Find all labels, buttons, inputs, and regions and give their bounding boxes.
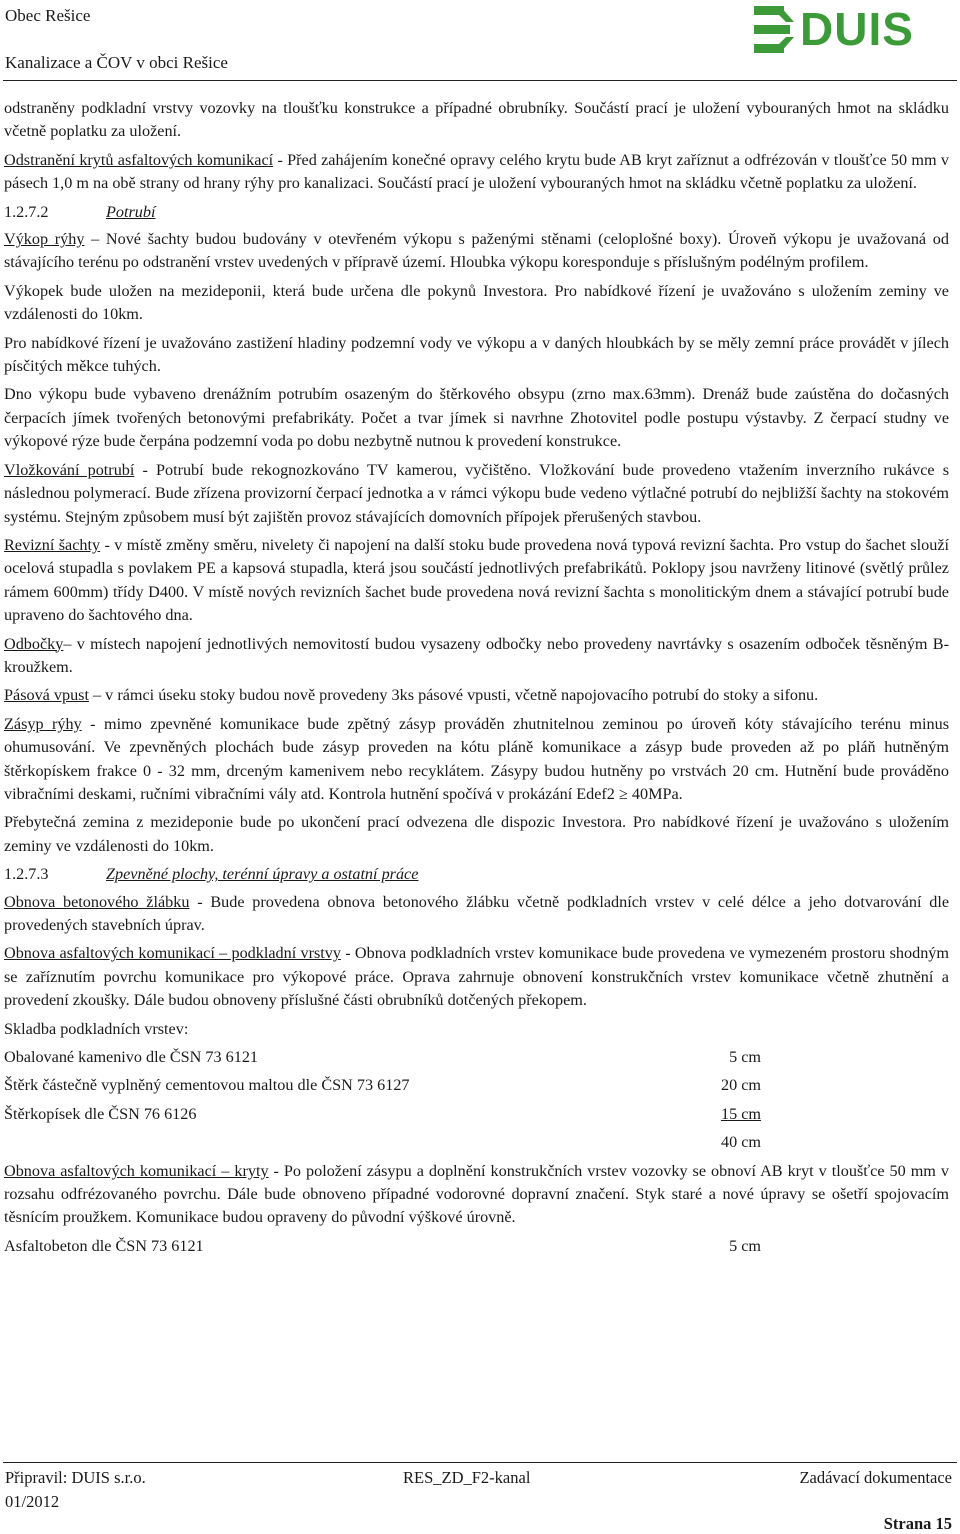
paragraph-text: – v místech napojení jednotlivých nemovitostí budou vysazeny odbočky nebo provedeny navrtávky s osazením odboček těsněným B-kroužkem. (4, 634, 949, 676)
paragraph-heading: Pásová vpust (4, 686, 89, 705)
paragraph (4, 228, 949, 275)
footer-prepared: Připravil: DUIS s.r.o. (5, 1468, 146, 1487)
asphalt-row (4, 1235, 949, 1258)
paragraph-heading: Odstranění krytů asfaltových komunikací (4, 150, 274, 169)
layer-name: Štěrk částečně vyplněný cementovou maltou dle ČSN 73 6127 (4, 1076, 410, 1095)
duis-logo-text: DUIS (800, 3, 914, 55)
paragraph-heading: Revizní šachty (4, 535, 101, 554)
paragraph-text: - mimo zpevněné komunikace bude zpětný zásyp prováděn zhutnitelnou zeminou po úroveň kóty stávajícího terénu minus ohumusování. Ve zpevněných plochách bude zásyp proveden na kótu pláně komunikace a zásyp bude proveden až po pláň hutněným štěrkopískem frakce 0 - 32 mm, drceným kamenivem nebo recyklátem. Zásypy budou hutněny po vrstvách 20 cm. Hutnění bude prováděno vibračními deskami, ručními vibračními vály atd. Kontrola hutnění spočívá v prokázání Edef2 ≥ 40MPa. (4, 714, 950, 803)
paragraph-text: - Bude provedena obnova betonového žlábku včetně podkladních vrstev v celé délce a jeho dotvarování dle provedených stavebních úprav. (4, 892, 950, 934)
header-divider (3, 80, 957, 81)
paragraph-text: - Potrubí bude rekognozkováno TV kamerou, vyčištěno. Vložkování bude provedeno vtažením inverzního rukávce s následnou polymerací. Bude zřízena provizorní čerpací jednotka a v rámci výkopu bude vedeno výtlačné potrubí do nejbližší šachty na stokovém systému. Stejným způsobem musí být zajištěn provoz stávajících domovních přípojek přerušených stavbou. (4, 460, 949, 526)
paragraph (4, 633, 949, 680)
section-heading (4, 201, 949, 224)
section-title: Zpevněné plochy, terénní úpravy a ostatní práce (106, 865, 419, 884)
section-number: 1.2.7.2 (4, 202, 49, 221)
asphalt-value: 5 cm (729, 1236, 761, 1255)
paragraph: Dno výkopu bude vybaveno drenážním potrubím osazeným do štěrkového obsypu (zrno max.63mm). Drenáž bude zaústěna do dočasných čerpacích jímek tvořených betonovými prefabrikáty. Počet a tvar jímek si navrhne Zhotovitel podle postupu výstavby. Z čerpací studny ve výkopové rýze bude čerpána podzemní voda po dobu nezbytně nutnou k provedení konstrukce. (4, 385, 949, 451)
layer-value: 5 cm (729, 1048, 761, 1067)
paragraph: Pro nabídkové řízení je uvažováno zastižení hladiny podzemní vody ve výkopu a v daných hloubkách by se měly zemní práce provádět v jílech písčitých měkce tuhých. (4, 333, 949, 376)
paragraph (4, 1160, 949, 1230)
paragraph (4, 534, 949, 628)
page-number: Strana 15 (883, 1514, 952, 1533)
section-heading (4, 863, 949, 886)
section-number: 1.2.7.3 (4, 865, 49, 884)
paragraph-heading: Obnova asfaltových komunikací – podkladní vrstvy (4, 944, 341, 963)
paragraph: odstraněny podkladní vrstvy vozovky na tloušťku konstrukce a případné obrubníky. Součástí prací je uložení vybouraných hmot na skládku včetně poplatku za uložení. (4, 99, 949, 141)
layers-total: 40 cm (720, 1133, 761, 1152)
layer-row (4, 1074, 949, 1097)
duis-logo-mark-icon (752, 2, 800, 58)
layer-row (4, 1046, 949, 1069)
paragraph (4, 891, 949, 938)
paragraph (4, 149, 949, 196)
layer-name: Obalované kamenivo dle ČSN 73 6121 (4, 1048, 259, 1067)
layer-row (4, 1103, 949, 1126)
footer-date: 01/2012 (5, 1492, 60, 1511)
document-body (4, 97, 949, 1263)
paragraph-text: - v místě změny směru, nivelety či napojení na další stoku bude provedena nová typová revizní šachta. Pro vstup do šachet slouží ocelová stupadla s povlakem PE a kapsová stupadla, která jsou součástí jednotlivých prefabrikátů. Poklopy jsou navrženy litinové (světlý průlez rámem 600mm) třídy D400. V místě nových revizních šachet bude provedena nová revizní šachta s monolitickým dnem a stávající potrubí bude upraveno do šachtového dna. (4, 535, 949, 625)
paragraph-text: – v rámci úseku stoky budou nově provedeny 3ks pásové vpusti, včetně napojovacího potrubí do stoky a sifonu. (88, 686, 819, 705)
paragraph-heading: Zásyp rýhy (4, 714, 82, 733)
footer-doc-type: Zadávací dokumentace (799, 1468, 952, 1487)
paragraph-heading: Obnova asfaltových komunikací – kryty (4, 1161, 269, 1180)
section-title: Potrubí (106, 202, 156, 221)
paragraph-text: - Obnova podkladních vrstev komunikace bude provedena ve vymezeném prostoru shodným se zaříznutím povrchu komunikace pro výkopové práce. Oprava zahrnuje obnovení konstrukčních vrstev komunikace včetně zhutnění a provedení zkoušky. Dále budou obnoveny příslušné části obrubníků dotčených překopem. (4, 944, 949, 1010)
paragraph-heading: Odbočky (4, 634, 64, 653)
layer-value: 20 cm (720, 1076, 761, 1095)
footer-code: RES_ZD_F2-kanal (403, 1468, 531, 1487)
paragraph-heading: Vložkování potrubí (4, 460, 135, 479)
paragraph-text: – Nové šachty budou budovány v otevřeném výkopu s paženými stěnami (celoplošné boxy). Úroveň výkopu je uvažovaná od stávajícího terénu po odstranění vrstev uvedených v přípravě území. Hloubka výkopu koresponduje s příslušným podélným profilem. (4, 230, 949, 272)
header-municipality: Obec Rešice (5, 6, 91, 25)
asphalt-name: Asfaltobeton dle ČSN 73 6121 (4, 1236, 204, 1255)
paragraph (4, 713, 949, 807)
layer-value: 15 cm (720, 1104, 761, 1123)
paragraph (4, 459, 949, 529)
paragraph-text: - Po položení zásypu a doplnění konstrukčních vrstev vozovky se obnoví AB kryt v tloušťce 50 mm v rozsahu odfrézovaného povrchu. Dále bude obnoveno případné vodorovné dopravní značení. Styk staré a nové úpravy se ošetří spojovacím těsnícím proužkem. Komunikace budou opraveny do původní výškové úrovně. (4, 1161, 949, 1227)
layers-title: Skladba podkladních vrstev: (4, 1019, 189, 1038)
layer-name: Štěrkopísek dle ČSN 76 6126 (4, 1104, 197, 1123)
paragraph-text: - Před zahájením konečné opravy celého krytu bude AB kryt zaříznut a odfrézován v tloušťce 50 mm v pásech 1,0 m na obě strany od hrany rýhy pro kanalizaci. Součástí prací je uložení vybouraných hmot na skládku včetně poplatku za uložení. (4, 150, 949, 193)
duis-logo (752, 2, 952, 58)
footer-divider (3, 1462, 957, 1463)
paragraph (4, 684, 949, 707)
header-project: Kanalizace a ČOV v obci Rešice (5, 53, 228, 72)
paragraph-heading: Obnova betonového žlábku (4, 892, 190, 911)
paragraph-heading: Výkop rýhy (4, 230, 85, 249)
paragraph (4, 942, 949, 1012)
paragraph: Přebytečná zemina z mezideponie bude po ukončení prací odvezena dle dispozic Investora. Pro nabídkové řízení je uvažováno s uložením zeminy ve vzdálenosti do 10km. (4, 813, 949, 855)
paragraph: Výkopek bude uložen na mezideponii, která bude určena dle pokynů Investora. Pro nabídkové řízení je uvažováno s uložením zeminy ve vzdálenosti do 10km. (4, 281, 949, 324)
